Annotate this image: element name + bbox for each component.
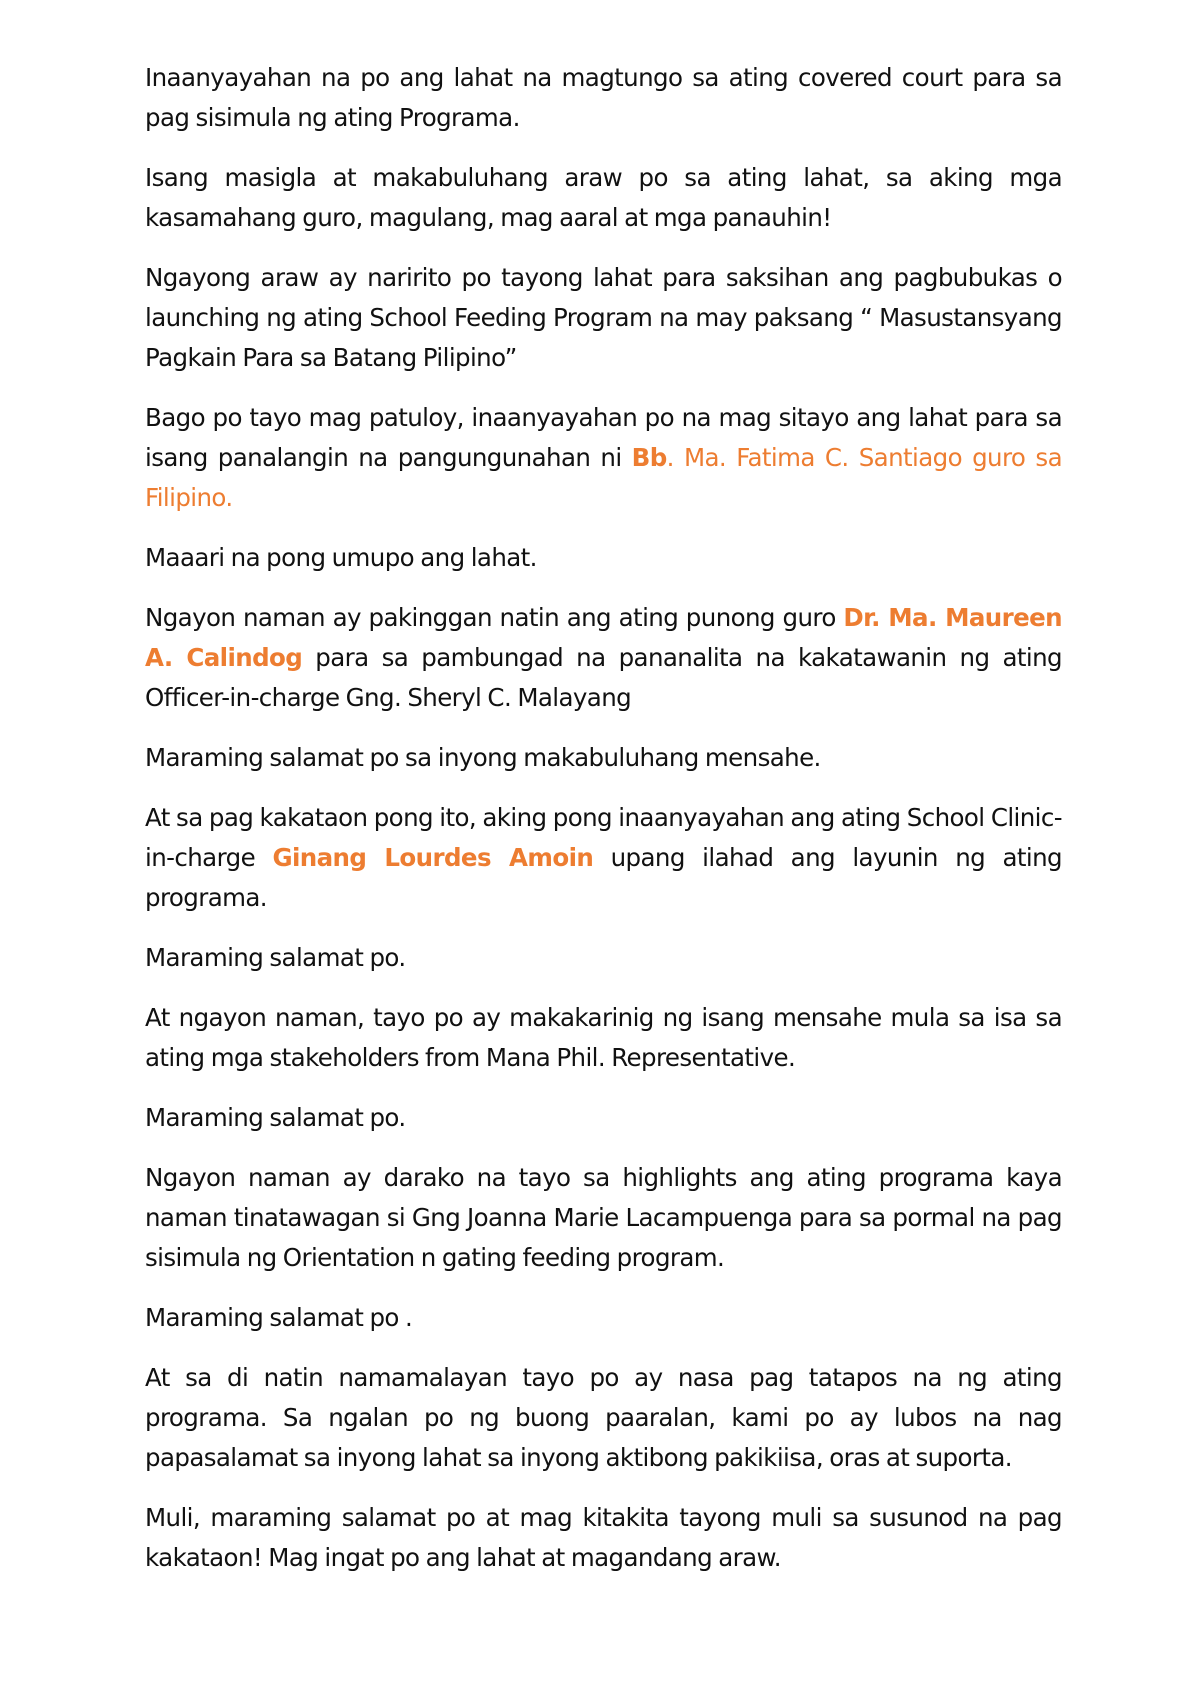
principal-text-before: Ngayon naman ay pakinggan natin ang ating punong guro [145, 603, 844, 632]
paragraph-invitation: Inaanyayahan na po ang lahat na magtungo sa ating covered court para sa pag sisimula ng ating Programa. [145, 63, 1062, 132]
paragraph-prayer [145, 398, 1062, 518]
paragraph-clinic-objective [145, 798, 1062, 918]
paragraph-farewell: Muli, maraming salamat po at mag kitakita tayong muli sa susunod na pag kakataon! Mag ingat po ang lahat at magandang araw. [145, 1503, 1062, 1572]
paragraph-thanks-3: Maraming salamat po . [145, 1303, 413, 1332]
paragraph-program-theme: Ngayong araw ay naririto po tayong lahat para saksihan ang pagbubukas o launching ng ating School Feeding Program na may paksang “ Masustansyang Pagkain Para sa Batang Pilipino” [145, 263, 1062, 372]
paragraph-orientation: Ngayon naman ay darako na tayo sa highlights ang ating programa kaya naman tinatawagan si Gng Joanna Marie Lacampuenga para sa pormal na pag sisimula ng Orientation n gating feeding program. [145, 1163, 1062, 1272]
clinic-incharge-name: Ginang Lourdes Amoin [272, 843, 594, 872]
principal-name: Dr. Ma. Maureen A. Calindog [145, 603, 1062, 672]
paragraph-greeting: Isang masigla at makabuluhang araw po sa ating lahat, sa aking mga kasamahang guro, magulang, mag aaral at mga panauhin! [145, 163, 1062, 232]
prayer-leader-name: . Ma. Fatima C. Santiago guro sa Filipino. [145, 443, 1062, 512]
paragraph-closing: At sa di natin namamalayan tayo po ay nasa pag tatapos na ng ating programa. Sa ngalan po ng buong paaralan, kami po ay lubos na nag papasalamat sa inyong lahat sa inyong aktibong pakikiisa, oras at suporta. [145, 1363, 1062, 1472]
principal-text-after: para sa pambungad na pananalita na kakatawanin ng ating Officer-in-charge Gng. Sheryl C. Malayang [145, 643, 1063, 712]
paragraph-be-seated: Maaari na pong umupo ang lahat. [145, 543, 537, 572]
document-page [145, 58, 1062, 1598]
clinic-text-after: upang ilahad ang layunin ng ating programa. [145, 843, 1062, 912]
clinic-text-before: At sa pag kakataon pong ito, aking pong inaanyayahan ang ating School Clinic-in-charge [145, 803, 1062, 872]
paragraph-stakeholder-message: At ngayon naman, tayo po ay makakarinig ng isang mensahe mula sa isa sa ating mga stakeholders from Mana Phil. Representative. [145, 1003, 1062, 1072]
paragraph-thanks-1: Maraming salamat po. [145, 943, 406, 972]
paragraph-thanks-2: Maraming salamat po. [145, 1103, 406, 1132]
paragraph-principal-remarks [145, 598, 1062, 718]
prayer-leader-title: Bb [631, 443, 667, 472]
prayer-text: Bago po tayo mag patuloy, inaanyayahan po na mag sitayo ang lahat para sa isang panalangin na pangungunahan ni [145, 403, 1062, 472]
paragraph-thanks-message: Maraming salamat po sa inyong makabuluhang mensahe. [145, 743, 821, 772]
